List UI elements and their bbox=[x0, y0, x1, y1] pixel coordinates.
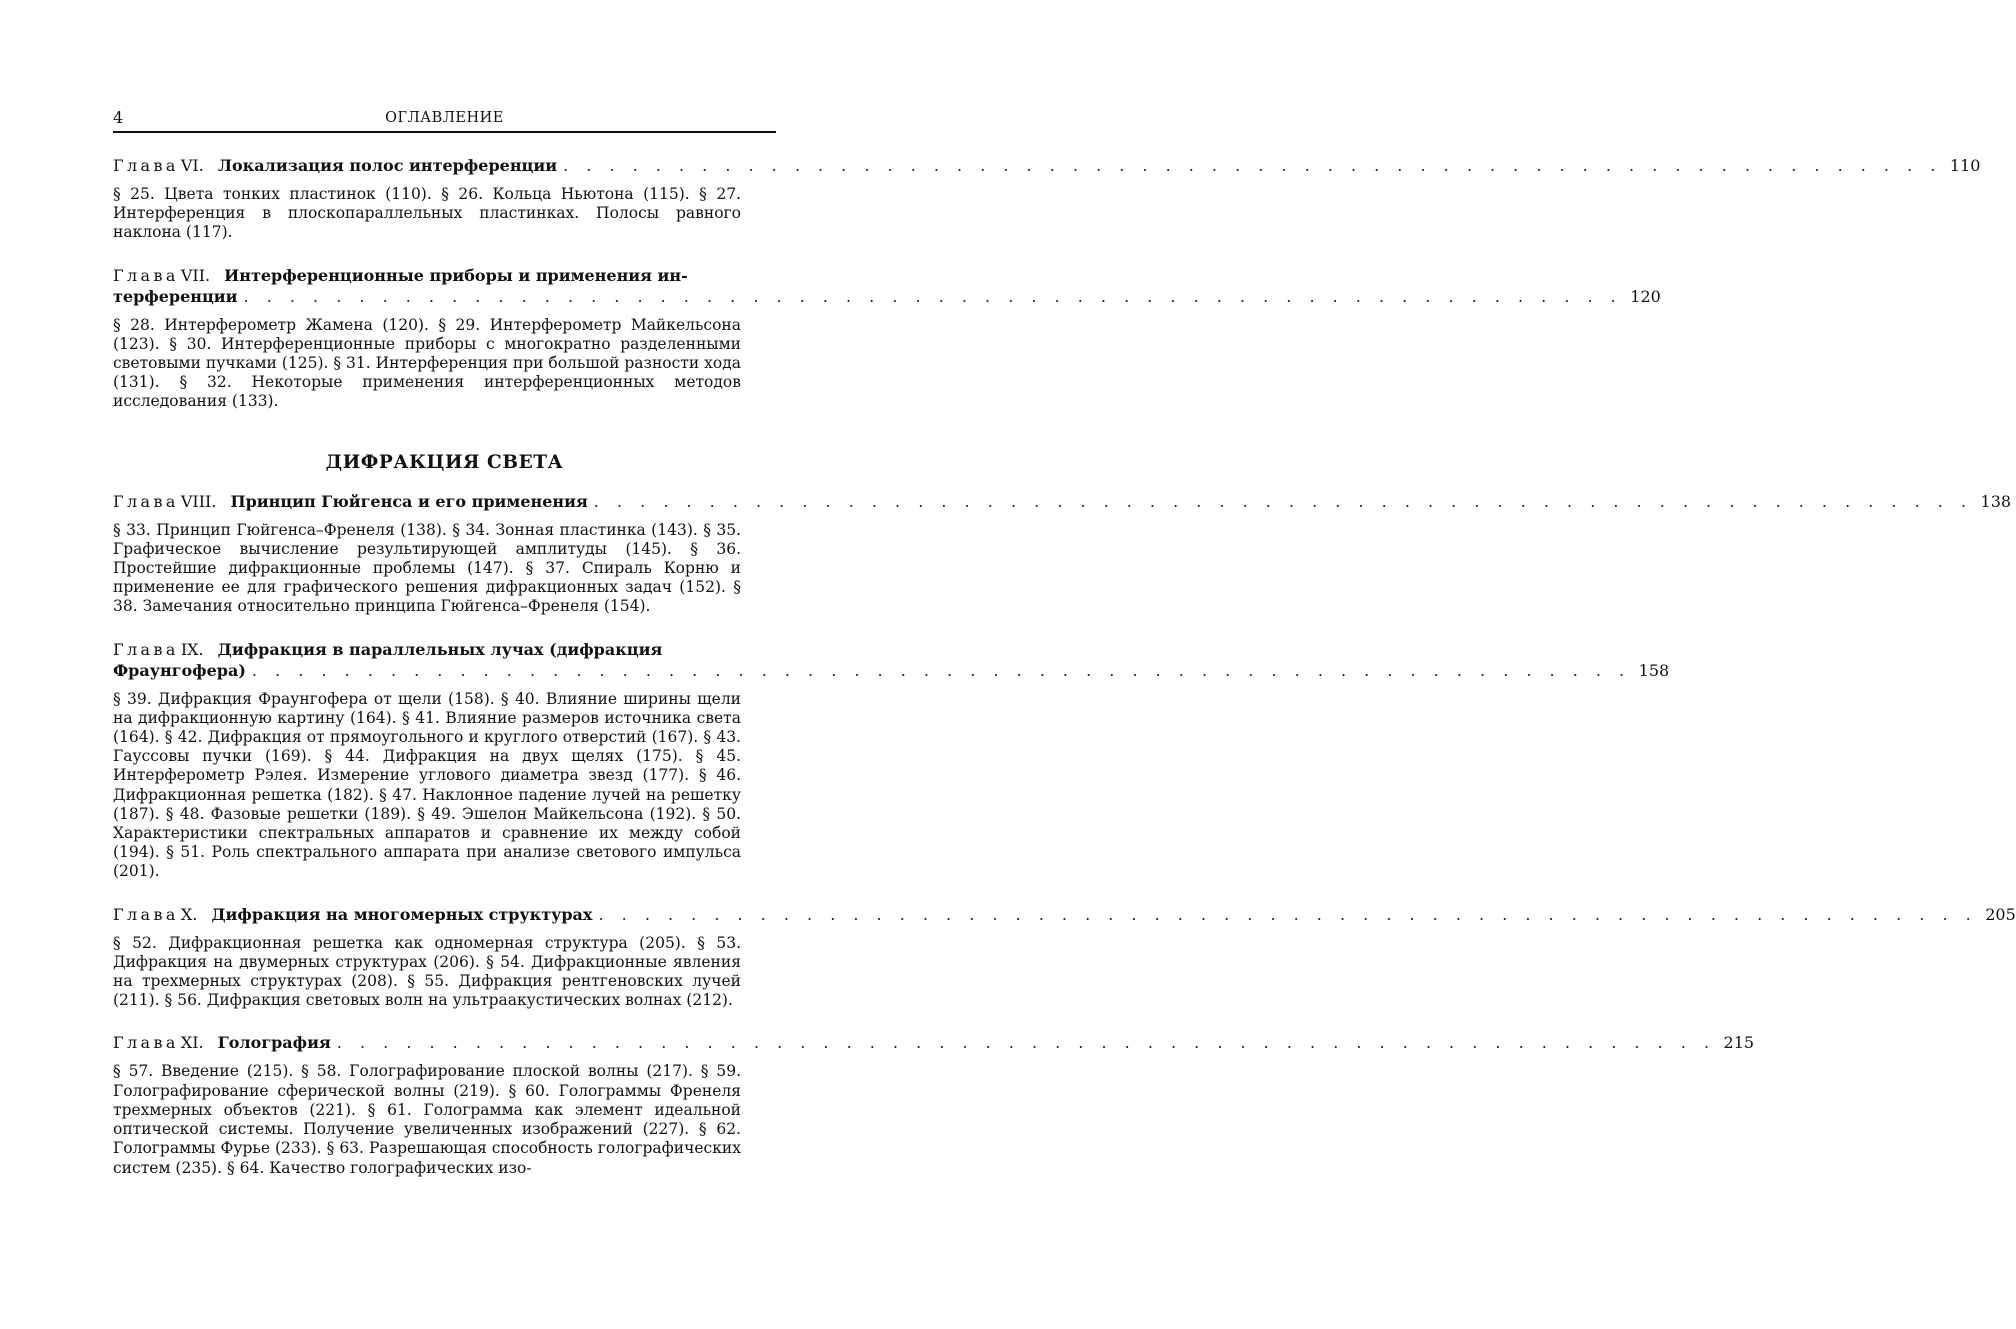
chapter-number: XI. bbox=[180, 1033, 204, 1053]
chapter-entry bbox=[113, 155, 1981, 243]
chapter-heading bbox=[113, 904, 2016, 925]
chapter-label: Глава bbox=[113, 491, 179, 511]
chapter-entry bbox=[113, 265, 1661, 412]
chapter-page: 158 bbox=[1638, 660, 1670, 680]
chapter-title-line1: Дифракция в параллельных лучах (дифракция bbox=[217, 639, 663, 659]
chapter-label: Глава bbox=[113, 156, 179, 175]
chapter-sections: § 33. Принцип Гюйгенса–Френеля (138). § 34. Зонная пластинка (143). § 35. Графическое вычисление результирующей амплитуды (145). § 36. Простейшие дифракционные проблемы (147). § 37. Спираль Корню и применение ее для графического решения дифракционных задач (152). § 38. Замечания относительно принципа Гюйгенса–Френеля (154). bbox=[113, 520, 741, 616]
chapter-page: 138 bbox=[1980, 491, 2012, 511]
chapter-entry bbox=[113, 904, 2016, 1011]
chapter-title-line2: терференции bbox=[113, 286, 238, 306]
chapter-page: 215 bbox=[1723, 1033, 1755, 1053]
running-head bbox=[113, 108, 776, 133]
chapter-heading bbox=[113, 1032, 1755, 1053]
chapter-heading-line2 bbox=[113, 286, 1661, 307]
chapter-heading-line2 bbox=[113, 660, 1670, 681]
toc-page bbox=[113, 108, 2016, 1178]
dot-leader: . . . . . . . . . . . . . . . . . . . . . . . . . . . . . . . . . . . . . . . . . . . . . . . . . . . . . . . . . . . . bbox=[251, 660, 1631, 680]
dot-leader: . . . . . . . . . . . . . . . . . . . . . . . . . . . . . . . . . . . . . . . . . . . . . . . . . . . . . . . . . . . . bbox=[598, 904, 1978, 924]
chapter-number: VIII. bbox=[180, 491, 217, 511]
chapter-sections: § 28. Интерферометр Жамена (120). § 29. Интерферометр Майкельсона (123). § 30. Интерференционные приборы с многократно разделенными световыми пучками (125). § 31. Интерференция при большой разности хода (131). § 32. Некоторые применения интерференционных методов исследования (133). bbox=[113, 315, 741, 411]
chapter-sections: § 39. Дифракция Фраунгофера от щели (158). § 40. Влияние ширины щели на дифракционную картину (164). § 41. Влияние размеров источника света (164). § 42. Дифракция от прямоугольного и круглого отверстий (167). § 43. Гауссовы пучки (169). § 44. Дифракция на двух щелях (175). § 45. Интерферометр Рэлея. Измерение углового диаметра звезд (177). § 46. Дифракционная решетка (182). § 47. Наклонное падение лучей на решетку (187). § 48. Фазовые решетки (189). § 49. Эшелон Майкельсона (192). § 50. Характеристики спектральных аппаратов и сравнение их между собой (194). § 51. Роль спектрального аппарата при анализе светового импульса (201). bbox=[113, 689, 741, 881]
chapter-label: Глава bbox=[113, 1033, 179, 1053]
chapter-heading-line1 bbox=[113, 155, 1981, 176]
chapter-heading-line1 bbox=[113, 1032, 1755, 1053]
chapter-heading-line1 bbox=[113, 491, 2012, 512]
chapter-sections: § 57. Введение (215). § 58. Голографирование плоской волны (217). § 59. Голографирование сферической волны (219). § 60. Голограммы Френеля трехмерных объектов (221). § 61. Голограмма как элемент идеальной оптической системы. Получение увеличенных изображений (227). § 62. Голограммы Фурье (233). § 63. Разрешающая способность голографических систем (235). § 64. Качество голографических изо- bbox=[113, 1062, 741, 1177]
running-title: ОГЛАВЛЕНИЕ bbox=[385, 110, 504, 126]
dot-leader: . . . . . . . . . . . . . . . . . . . . . . . . . . . . . . . . . . . . . . . . . . . . . . . . . . . . . . . . . . . . bbox=[563, 156, 1942, 175]
chapter-title-line1: Принцип Гюйгенса и его применения bbox=[230, 491, 588, 511]
chapter-number: VI. bbox=[180, 156, 204, 175]
dot-leader: . . . . . . . . . . . . . . . . . . . . . . . . . . . . . . . . . . . . . . . . . . . . . . . . . . . . . . . . . . . . bbox=[243, 286, 1623, 306]
chapter-entry bbox=[113, 491, 2012, 617]
chapter-heading-line1 bbox=[113, 639, 776, 660]
chapters-before bbox=[113, 155, 1981, 412]
chapter-heading-line1 bbox=[113, 265, 776, 286]
chapter-title-line1: Интерференционные приборы и применения ин- bbox=[224, 265, 688, 285]
chapter-entry bbox=[113, 1032, 1755, 1177]
chapter-number: VII. bbox=[180, 265, 211, 285]
chapter-page: 110 bbox=[1949, 156, 1981, 175]
chapter-page: 120 bbox=[1630, 286, 1661, 306]
chapter-label: Глава bbox=[113, 904, 179, 924]
chapter-heading bbox=[113, 639, 1670, 681]
chapter-heading-line1 bbox=[113, 904, 2016, 925]
chapter-number: X. bbox=[180, 904, 198, 924]
chapter-label: Глава bbox=[113, 639, 179, 659]
chapter-sections: § 25. Цвета тонких пластинок (110). § 26. Кольца Ньютона (115). § 27. Интерференция в плоскопараллельных пластинках. Полосы равного наклона (117). bbox=[113, 185, 741, 242]
chapter-title-line1: Локализация полос интерференции bbox=[217, 156, 558, 175]
chapters-after bbox=[113, 491, 2016, 1178]
chapter-sections: § 52. Дифракционная решетка как одномерная структура (205). § 53. Дифракция на двумерных структурах (206). § 54. Дифракционные явления на трехмерных структурах (208). § 55. Дифракция рентгеновских лучей (211). § 56. Дифракция световых волн на ультраакустических волнах (212). bbox=[113, 933, 741, 1010]
page-number: 4 bbox=[113, 108, 124, 127]
chapter-page: 205 bbox=[1985, 904, 2016, 924]
dot-leader: . . . . . . . . . . . . . . . . . . . . . . . . . . . . . . . . . . . . . . . . . . . . . . . . . . . . . . . . . . . . bbox=[336, 1033, 1716, 1053]
chapter-heading bbox=[113, 265, 1661, 307]
chapter-number: IX. bbox=[180, 639, 204, 659]
chapter-title-line2: Фраунгофера) bbox=[113, 660, 246, 680]
chapter-heading bbox=[113, 491, 2012, 512]
chapter-heading bbox=[113, 155, 1981, 176]
dot-leader: . . . . . . . . . . . . . . . . . . . . . . . . . . . . . . . . . . . . . . . . . . . . . . . . . . . . . . . . . . . . bbox=[593, 491, 1973, 511]
chapter-title-line1: Дифракция на многомерных структурах bbox=[211, 904, 593, 924]
part-title: ДИФРАКЦИЯ СВЕТА bbox=[325, 451, 564, 473]
chapter-label: Глава bbox=[113, 265, 179, 285]
chapter-entry bbox=[113, 639, 1670, 882]
chapter-title-line1: Голография bbox=[217, 1033, 331, 1053]
